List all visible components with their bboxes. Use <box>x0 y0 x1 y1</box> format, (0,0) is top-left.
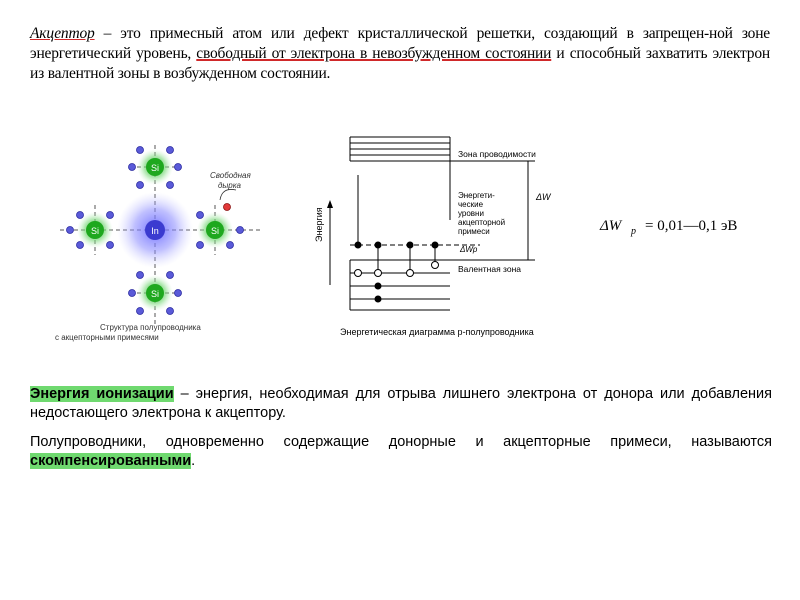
acceptor-definition <box>30 24 770 84</box>
levels-label-3: уровни <box>458 209 484 218</box>
levels-label-1: Энергети- <box>458 191 495 200</box>
compensated-end: . <box>191 453 196 469</box>
hole-label-1: Свободная <box>210 171 251 180</box>
lattice-caption-2: с акцепторными примесями <box>55 333 159 342</box>
svg-text:Si: Si <box>90 226 100 236</box>
levels-label-2: ческие <box>458 200 484 209</box>
ionization-term: Энергия ионизации <box>30 386 174 402</box>
delta-wp-label: ΔWp <box>460 245 478 254</box>
hole-pointer <box>220 189 236 200</box>
acceptor-term: Акцептор <box>30 25 95 42</box>
energy-axis-label: Энергия <box>314 207 324 242</box>
in-atom-label: In <box>151 226 159 236</box>
energy-axis-arrow <box>327 200 333 208</box>
definition-part-2: и способный захватить электрон из валентной зоны в возбужденном состоянии. <box>30 45 770 82</box>
acceptor-electrons <box>355 242 439 303</box>
valence-band-label: Валентная зона <box>458 264 522 274</box>
transition-arrows <box>358 175 435 270</box>
conduction-band-label: Зона проводимости <box>458 149 536 159</box>
energy-band-diagram <box>300 120 780 350</box>
ionization-paragraph <box>30 385 772 423</box>
svg-text:Si: Si <box>210 226 220 236</box>
band-diagram-caption: Энергетическая диаграмма p-полупроводника <box>340 327 534 337</box>
lattice-caption-1: Структура полупроводника <box>100 323 201 332</box>
compensated-text: Полупроводники, одновременно содержащие донорные и акцепторные примеси, называются <box>30 434 772 450</box>
delta-w-label: ΔW <box>536 192 551 202</box>
definition-part-1: – это примесный атом или дефект кристаллической решетки, создающий в запрещен-ной зоне энергетический уровень, <box>30 25 770 62</box>
ionization-definition: – энергия, необходимая для отрыва лишнего электрона от донора или добавления недостающего электрона к акцептору. <box>30 386 773 421</box>
compensated-paragraph <box>30 433 772 471</box>
si-atom-top <box>137 149 173 185</box>
levels-label-5: примеси <box>458 227 490 236</box>
formula-subscript: p <box>631 226 636 237</box>
svg-text:Si: Si <box>150 163 160 173</box>
compensated-term: скомпенсированными <box>30 453 192 469</box>
free-hole <box>224 204 231 211</box>
formula-lhs: ΔW <box>600 218 622 234</box>
svg-text:Si: Si <box>150 289 160 299</box>
levels-label-4: акцепторной <box>458 218 506 227</box>
ionization-text-block <box>30 385 772 481</box>
hole-label-2: дырка <box>218 181 241 190</box>
definition-underlined: свободный от электрона в невозбужденном состоянии <box>196 45 552 62</box>
lattice-structure-diagram <box>40 135 280 360</box>
formula-rhs: = 0,01—0,1 эВ <box>645 218 738 234</box>
si-atom-bottom <box>137 275 173 311</box>
valence-holes <box>355 262 439 277</box>
